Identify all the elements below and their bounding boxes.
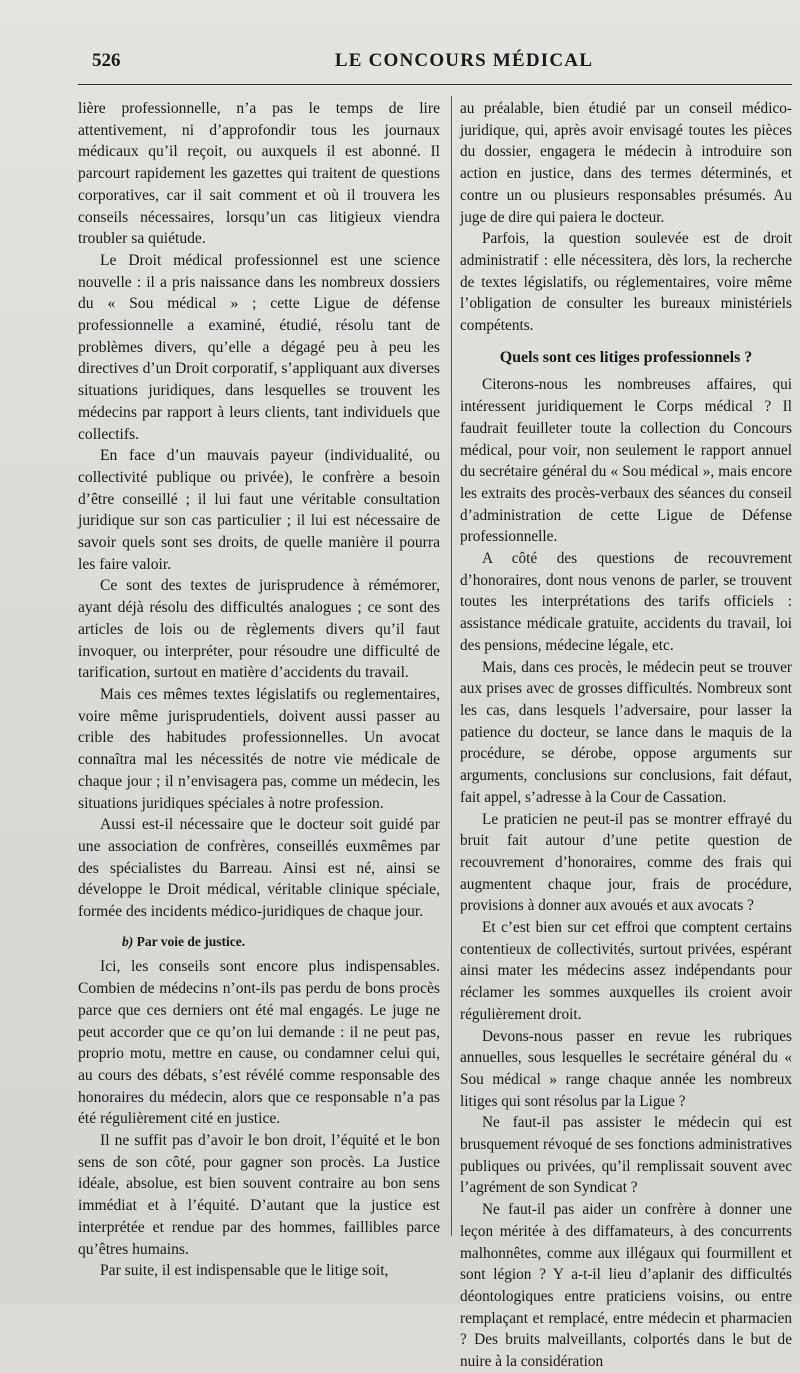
paragraph: lière professionnelle, n’a pas le temps de lire attentivement, ni d’approfondir tous les journaux médicaux qu’il reçoit, ou auxquels il est abonné. Il parcourt rapidement les gazettes qui traitent de questions corporatives, car il sait comment et où il trouvera les conseils nécessaires, lorsqu’un cas litigieux viendra troubler sa quiétude.	[78, 100, 440, 248]
paragraph: Ne faut-il pas aider un confrère à donner une leçon méritée à des diffamateurs, à des concurrents malhonnêtes, comme aux illégaux qui fourmillent et sont légion ? Y a-t-il lieu d’aplanir des difficultés déontologiques entre praticiens voisins, ou entre remplaçant et remplacé, entre médecin et pharmacien ? Des bruits malveillants, colportés dans le but de nuire à la considération	[460, 1201, 792, 1371]
paragraph: Mais, dans ces procès, le médecin peut se trouver aux prises avec de grosses difficultés. Nombreux sont les cas, dans lesquels l’adversaire, pour lasser la patience du docteur, se lance dans le maquis de la procédure, se dérobe, oppose arguments sur arguments, conclusions sur conclusions, fait défaut, fait appel, s’adresse à la Cour de Cassation.	[460, 658, 792, 806]
column-divider	[451, 96, 452, 1236]
section-heading: Quels sont ces litiges professionnels ?	[499, 348, 753, 366]
paragraph: A côté des questions de recouvrement d’honoraires, dont nous venons de parler, se trouvent toutes les interprétations des tarifs officiels : assistance médicale gratuite, accidents du travail, loi des pensions, médecine légale, etc.	[460, 550, 792, 654]
subheading	[78, 931, 440, 953]
paragraph: En face d’un mauvais payeur (individualité, ou collectivité publique ou privée), le confrère a besoin d’être conseillé ; il lui faut une véritable consultation juridique sur son cas particulier ; il lui est nécessaire de savoir quels sont ses droits, de quelle manière il pourra les faire valoir.	[78, 447, 440, 573]
paragraph: Mais ces mêmes textes législatifs ou reglementaires, voire même jurisprudentiels, doivent aussi passer au crible des habitudes professionnelles. Un avocat connaîtra mal les nécessités de notre vie médicale de chaque jour ; il n’envisagera pas, comme un médecin, les situations juridiques spéciales à notre profession.	[78, 685, 440, 812]
header-rule	[78, 84, 792, 85]
subheading-text: Par voie de justice.	[136, 933, 246, 949]
paragraph: Le Droit médical professionnel est une science nouvelle : il a pris naissance dans les nombreux dossiers du « Sou médical » ; cette Ligue de défense professionnelle a examiné, étudié, résolu tant de problèmes divers, qu’elle a dégagé peu à peu les directives d’un Droit corporatif, s’appliquant aux diverses situations juridiques, dans lesquelles se trouvent les médecins par rapport à leurs clients, tant individuels que collectifs.	[78, 251, 440, 443]
right-column	[460, 98, 792, 1373]
paragraph: au préalable, bien étudié par un conseil médico-juridique, qui, après avoir envisagé toutes les pièces du dossier, engagera le médecin à introduire son action en justice, dans des termes déterminés, et contre un ou plusieurs responsables présumés. Au juge de dire qui paiera le docteur.	[460, 100, 792, 226]
page-header	[78, 50, 790, 80]
paragraph: Par suite, il est indispensable que le litige soit,	[100, 1262, 389, 1280]
paragraph: Et c’est bien sur cet effroi que comptent certains contentieux de collectivités, surtout privées, espérant ainsi mater les médecins assez indépendants pour réclamer les sommes auxquelles ils croient avoir régulièrement droit.	[460, 919, 792, 1023]
paragraph: Il ne suffit pas d’avoir le bon droit, l’équité et le bon sens de son côté, pour gagner son procès. La Justice idéale, absolue, est bien souvent contraire au bon sens immédiat et à l’équité. D’autant que la justice est interprétée et rendue par des hommes, faillibles parce qu’êtres humains.	[78, 1132, 440, 1258]
paragraph: Ne faut-il pas assister le médecin qui est brusquement révoqué de ses fonctions administratives publiques ou privées, qu’il remplissait souvent avec l’agrément de son Syndicat ?	[460, 1114, 792, 1197]
running-title: LE CONCOURS MÉDICAL	[334, 50, 594, 71]
left-column	[78, 98, 440, 1282]
page-number: 526	[92, 50, 121, 71]
paragraph: Ce sont des textes de jurisprudence à rémémorer, ayant déjà résolu des difficultés analogues ; ce sont des articles de lois ou de règlements divers qu’il faut invoquer, ou interpréter, pour résoudre une difficulté de tarification, surtout en matière d’accidents du travail.	[78, 577, 440, 682]
paragraph: Citerons-nous les nombreuses affaires, qui intéressent juridiquement le Corps médical ? Il faudrait feuilleter toute la collection du Concours médical, pour voir, non seulement le rapport annuel du secrétaire général du « Sou médical », mais encore les extraits des procès-verbaux des séances du conseil d’administration de cette Ligue de Défense professionnelle.	[460, 376, 792, 546]
paragraph: Parfois, la question soulevée est de droit administratif : elle nécessitera, dès lors, la recherche de textes législatifs, ou réglementaires, voire même l’obligation de consulter les bureaux ministériels compétents.	[460, 230, 792, 335]
paragraph: Aussi est-il nécessaire que le docteur soit guidé par une association de confrères, conseillés euxmêmes par des spécialistes du Barreau. Ainsi est né, ainsi se développe le Droit médical, véritable clinique spéciale, formée des incidents médico-juridiques de chaque jour.	[78, 816, 440, 921]
paragraph: Le praticien ne peut-il pas se montrer effrayé du bruit fait autour d’une petite question de recouvrement d’honoraires, comme des frais qui augmentent chaque jour, frais de procédure, provisions à donner aux avoués et aux avocats ?	[460, 810, 792, 915]
subheading-prefix: b)	[122, 933, 134, 949]
paragraph: Devons-nous passer en revue les rubriques annuelles, sous lesquelles le secrétaire général du « Sou médical » range chaque année les nombreux litiges qui sont résolus par la Ligue ?	[460, 1027, 792, 1110]
paragraph: Ici, les conseils sont encore plus indispensables. Combien de médecins n’ont-ils pas perdu de bons procès parce que ces derniers ont été mal engagés. Le juge ne peut accorder que ce qu’on lui demande : il ne peut pas, proprio motu, mettre en cause, ou condamner celui qui, au cours des débats, s’est révélé comme responsable des honoraires du médecin, alors que ce responsable n’a pas été régulièrement cité en justice.	[78, 958, 440, 1128]
